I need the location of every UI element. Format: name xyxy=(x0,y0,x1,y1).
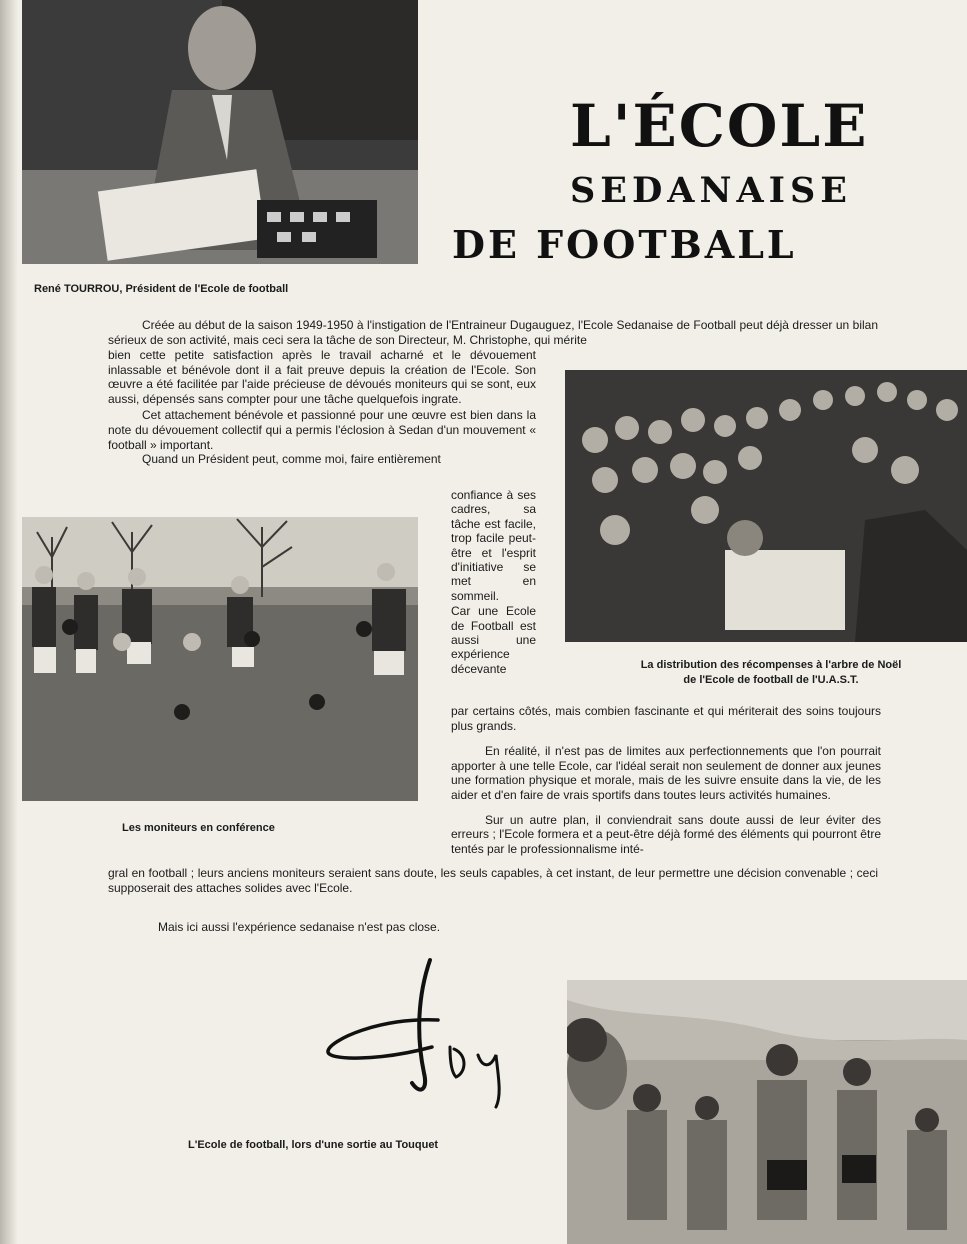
intro-paragraph: Créée au début de la saison 1949-1950 à l'instigation de l'Entraineur Dugauguez, l'Ecole Sedanaise de Football peut déjà dresser un bilan sérieux de son activité, mais ceci sera la tâche de son Directeur, M. Christophe, qui mérite xyxy=(108,318,878,347)
caption-distribution xyxy=(603,658,939,688)
photo-touquet xyxy=(567,980,967,1244)
paragraph-5: En réalité, il n'est pas de limites aux perfectionnements que l'on pourrait apporter à une telle Ecole, car l'idéal serait non seulement de donner aux jeunes une formation physique et morale, mais de les suivre ensuite dans la vie, de les aider et d'en faire de vrais sportifs dans toutes leurs activités humaines. xyxy=(451,744,881,802)
caption-moniteurs: Les moniteurs en conférence xyxy=(122,822,275,834)
photo-distribution xyxy=(565,370,967,642)
article-closing: Mais ici aussi l'expérience sedanaise n'est pas close. xyxy=(158,920,441,934)
article-narrow-column xyxy=(451,488,536,676)
title-line-3: DE FOOTBALL xyxy=(452,222,797,267)
caption-touquet: L'Ecole de football, lors d'une sortie au Touquet xyxy=(188,1139,439,1151)
article-bottom-full xyxy=(108,866,878,895)
article-right-block xyxy=(451,704,881,856)
caption-president: René TOURROU, Président de l'Ecole de football xyxy=(34,283,289,295)
signature xyxy=(320,955,530,1115)
photo-moniteurs xyxy=(22,517,418,801)
page-gutter xyxy=(0,0,18,1244)
intro-continuation: bien cette petite satisfaction après le travail acharné et le dévouement inlassable et bénévole dont il a fait preuve depuis la création de l'Ecole. Son œuvre a été facilitée par l'aide précieuse de dévoués moniteurs qui se sont, eux aussi, dépensés sans compter pour une tâche quelquefois ingrate. xyxy=(108,348,536,406)
paragraph-2: Cet attachement bénévole et passionné pour une œuvre est bien dans la note du dévouement collectif qui a permis l'éclosion à Sedan d'un mouvement « football » important. xyxy=(108,408,536,452)
paragraph-4-continuation: par certains côtés, mais combien fascinante et qui mériterait des soins toujours plus grands. xyxy=(451,704,881,733)
title-line-1: L'ÉCOLE xyxy=(570,92,869,160)
article-intro-full xyxy=(108,318,878,347)
paragraph-3-narrow: confiance à ses cadres, sa tâche est facile, trop facile peut-être et l'esprit d'initiative se met en sommeil. xyxy=(451,488,536,603)
paragraph-4-narrow: Car une Ecole de Football est aussi une expérience décevante xyxy=(451,604,536,676)
caption-distribution-line-2: de l'Ecole de football de l'U.A.S.T. xyxy=(683,674,859,686)
paragraph-6-full: gral en football ; leurs anciens moniteurs seraient sans doute, les seuls capables, à cet instant, de leur permettre une décision convenable ; ceci supposerait des attaches solides avec l'Ecole. xyxy=(108,866,878,895)
caption-distribution-line-1: La distribution des récompenses à l'arbre de Noël xyxy=(640,659,902,671)
photo-president xyxy=(22,0,418,264)
article-left-column xyxy=(108,348,536,467)
paragraph-6-right: Sur un autre plan, il conviendrait sans doute aussi de leur éviter des erreurs ; l'Ecole formera et a peut-être déjà formé des éléments qui pourront être tentés par le professionnalisme inté- xyxy=(451,812,881,856)
paragraph-3-lead: Quand un Président peut, comme moi, faire entièrement xyxy=(142,452,441,467)
title-line-2: SEDANAISE xyxy=(570,170,852,211)
